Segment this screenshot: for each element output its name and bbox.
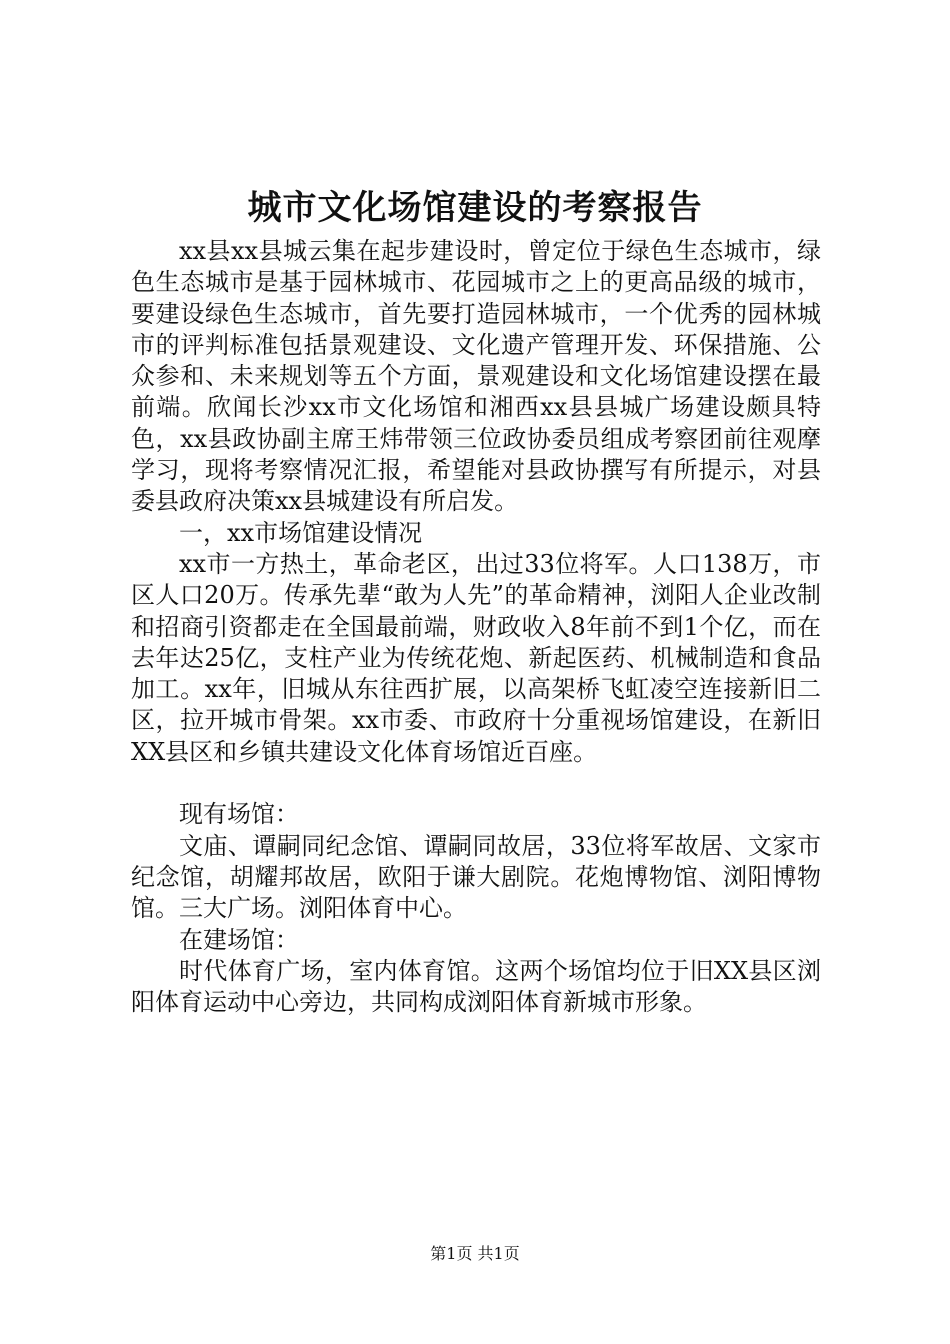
page-footer: 第1页 共1页 <box>430 1244 520 1263</box>
paragraph-city-overview: xx市一方热土，革命老区，出过33位将军。人口138万，市区人口20万。传承先辈“敢为人先”的革命精神，浏阳人企业改制和招商引资都走在全国最前端，财政收入8年前不到1个亿，而在去年达25亿，支柱产业为传统花炮、新起医药、机械制造和食品加工。xx年，旧城从东往西扩展，以高架桥飞虹凌空连接新旧二区，拉开城市骨架。xx市委、市政府十分重视场馆建设，在新旧XX县区和乡镇共建设文化体育场馆近百座。 <box>131 549 821 766</box>
document-body <box>131 236 821 1018</box>
subheading-existing-venues: 现有场馆： <box>179 800 299 829</box>
paragraph-venues-under-construction: 时代体育广场，室内体育馆。这两个场馆均位于旧XX县区浏阳体育运动中心旁边，共同构成浏阳体育新城市形象。 <box>131 956 821 1017</box>
subheading-venues-under-construction: 在建场馆： <box>179 925 299 954</box>
paragraph-existing-venues: 文庙、谭嗣同纪念馆、谭嗣同故居，33位将军故居、文家市纪念馆，胡耀邦故居，欧阳于谦大剧院。花炮博物馆、浏阳博物馆。三大广场。浏阳体育中心。 <box>131 831 821 923</box>
paragraph-intro: xx县xx县城云集在起步建设时，曾定位于绿色生态城市，绿色生态城市是基于园林城市、花园城市之上的更高品级的城市，要建设绿色生态城市，首先要打造园林城市，一个优秀的园林城市的评判标准包括景观建设、文化遗产管理开发、环保措施、公众参和、未来规划等五个方面，景观建设和文化场馆建设摆在最前端。欣闻长沙xx市文化场馆和湘西xx县县城广场建设颇具特色，xx县政协副主席王炜带领三位政协委员组成考察团前往观摩学习，现将考察情况汇报，希望能对县政协撰写有所提示，对县委县政府决策xx县城建设有所启发。 <box>131 237 821 516</box>
section-heading: 一，xx市场馆建设情况 <box>179 518 423 547</box>
blank-line <box>131 768 821 799</box>
document-title: 城市文化场馆建设的考察报告 <box>247 188 703 228</box>
